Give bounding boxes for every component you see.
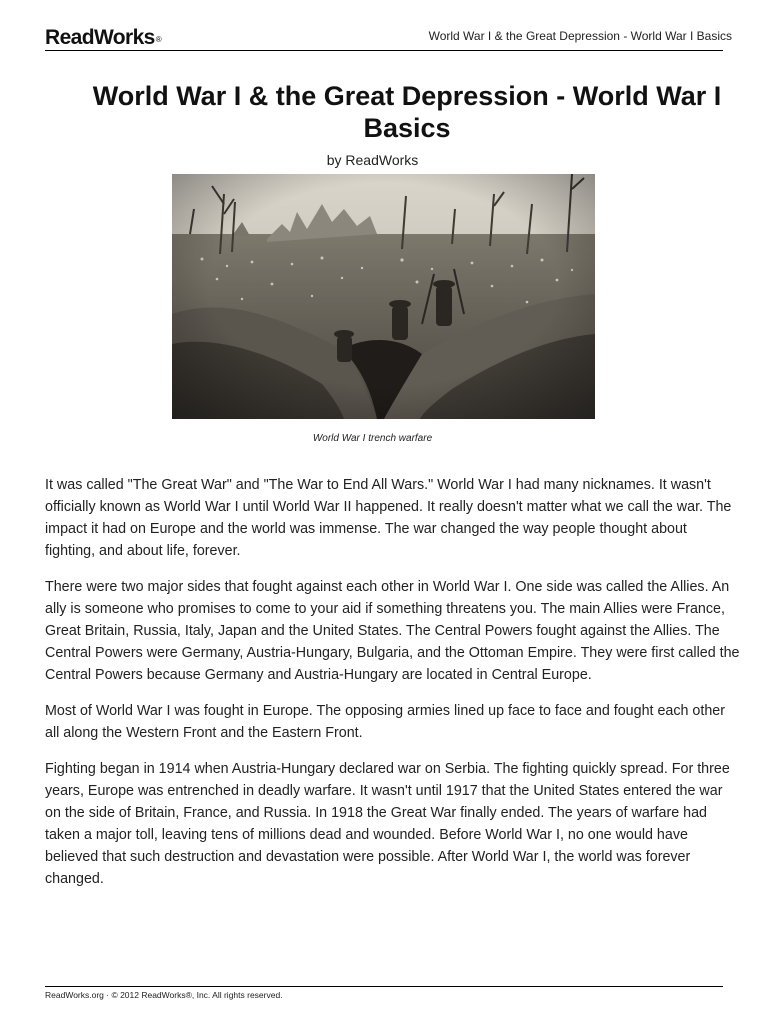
page-header <box>45 26 732 50</box>
header-divider <box>45 50 723 51</box>
paragraph-3: Most of World War I was fought in Europe. The opposing armies lined up face to face and fought each other all along the Western Front and the Eastern Front. <box>45 703 726 741</box>
paragraph-1: It was called "The Great War" and "The War to End All Wars." World War I had many nicknames. It wasn't officially known as World War I until World War II happened. It really doesn't matter what we call the war. The impact it had on Europe and the world was immense. The war changed the way people thought about fighting, and about life, forever. <box>45 477 732 559</box>
logo-text: ReadWorks <box>45 26 155 49</box>
registered-mark: ® <box>155 35 162 44</box>
paragraph-4: Fighting began in 1914 when Austria-Hungary declared war on Serbia. The fighting quickly spread. For three years, Europe was entrenched in deadly warfare. It wasn't until 1917 that the United States entered the war on the side of Britain, France, and Russia. In 1918 the Great War finally ended. The years of warfare had taken a major toll, leaving tens of millions dead and wounded. Before World War I, no one would have believed that such destruction and devastation were possible. After World War I, the world was forever changed. <box>45 761 730 887</box>
article-body <box>45 474 740 904</box>
footer-divider <box>45 986 723 987</box>
paragraph-2: There were two major sides that fought against each other in World War I. One side was called the Allies. An ally is someone who promises to come to your aid if something threatens you. The main Allies were France, Great Britain, Russia, Italy, Japan and the United States. The Central Powers fought against the Allies. The Central Powers were Germany, Austria-Hungary, Bulgaria, and the Ottoman Empire. They were first called the Central Powers because Germany and Austria-Hungary are located in Central Europe. <box>45 579 740 683</box>
running-title: World War I & the Great Depression - World War I Basics <box>428 29 732 43</box>
copyright-notice: ReadWorks.org · © 2012 ReadWorks®, Inc. All rights reserved. <box>45 990 283 1000</box>
image-caption: World War I trench warfare <box>312 433 433 444</box>
trench-warfare-photo <box>172 174 595 419</box>
readworks-logo <box>45 26 161 50</box>
article-title: World War I & the Great Depression - World War I Basics <box>92 81 722 143</box>
article-byline: by ReadWorks <box>326 152 419 168</box>
